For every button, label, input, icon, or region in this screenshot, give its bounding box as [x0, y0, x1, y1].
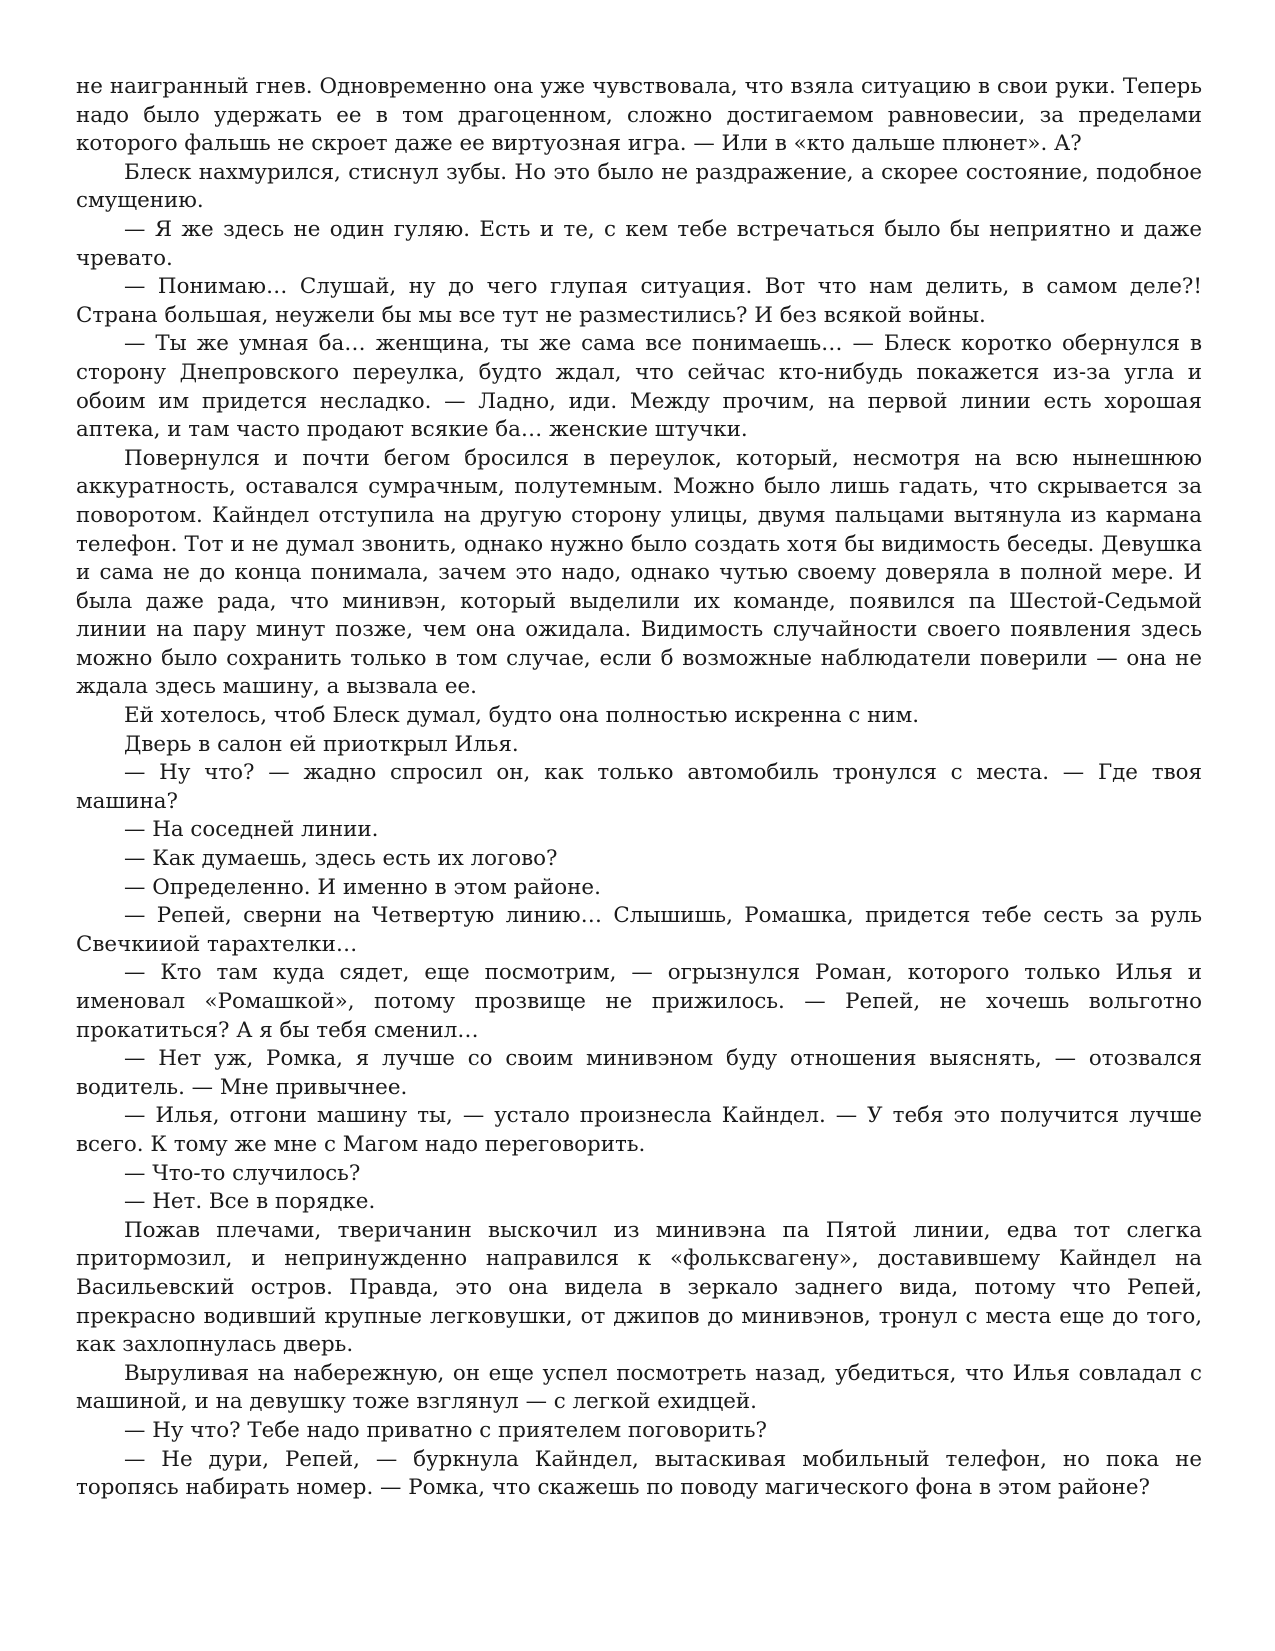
book-page: [76, 73, 1202, 1503]
paragraph-5: — Ты же умная ба… женщина, ты же сама все понимаешь… — Блеск коротко обернулся в сторону Днепровского переулка, будто ждал, что сейчас кто-нибудь покажется из-за угла и обоим им придется несладко. — Ладно, иди. Между прочим, на первой линии есть хорошая аптека, и там часто продают всякие ба… женские штучки.: [76, 331, 1202, 443]
paragraph-17: — Что-то случилось?: [124, 1160, 361, 1186]
paragraph-1: не наигранный гнев. Одновременно она уже чувствовала, что взяла ситуацию в свои руки. Теперь надо было удержать ее в том драгоценном, сложно достигаемом равновесии, за пределами которого фальшь не скроет даже ее виртуозная игра. — Или в «кто дальше плюнет». А?: [76, 74, 1202, 157]
paragraph-10: — На соседней линии.: [124, 817, 379, 843]
paragraph-20: Выруливая на набережную, он еще успел посмотреть назад, убедиться, что Илья совладал с машиной, и на девушку тоже взглянул — с легкой ехидцей.: [76, 1360, 1202, 1415]
paragraph-22: — Не дури, Репей, — буркнула Кайндел, вытаскивая мобильный телефон, но пока не торопясь набирать номер. — Ромка, что скажешь по поводу магического фона в этом районе?: [76, 1446, 1202, 1501]
paragraph-12: — Определенно. И именно в этом районе.: [124, 874, 601, 900]
paragraph-19: Пожав плечами, тверичанин выскочил из минивэна па Пятой линии, едва тот слегка притормозил, и непринужденно направился к «фольксвагену», доставившему Кайндел на Васильевский остров. Правда, это она видела в зеркало заднего вида, потому что Репей, прекрасно водивший крупные легковушки, от джипов до минивэнов, тронул с места еще до того, как захлопнулась дверь.: [76, 1217, 1202, 1358]
paragraph-21: — Ну что? Тебе надо приватно с приятелем поговорить?: [124, 1417, 767, 1443]
paragraph-9: — Ну что? — жадно спросил он, как только автомобиль тронулся с места. — Где твоя машина?: [76, 760, 1202, 814]
paragraph-13: — Репей, сверни на Четвертую линию… Слышишь, Ромашка, придется тебе сесть за руль Свечкииой тарахтелки…: [76, 903, 1202, 957]
paragraph-15: — Нет уж, Ромка, я лучше со своим минивэном буду отношения выяснять, — отозвался водитель. — Мне привычнее.: [76, 1046, 1202, 1100]
paragraph-11: — Как думаешь, здесь есть их логово?: [124, 846, 558, 872]
paragraph-16: — Илья, отгони машину ты, — устало произнесла Кайндел. — У тебя это получится лучше всего. К тому же мне с Магом надо переговорить.: [76, 1103, 1202, 1157]
paragraph-3: — Я же здесь не один гуляю. Есть и те, с кем тебе встречаться было бы неприятно и даже чревато.: [76, 216, 1202, 271]
paragraph-18: — Нет. Все в порядке.: [124, 1189, 376, 1215]
paragraph-14: — Кто там куда сядет, еще посмотрим, — огрызнулся Роман, которого только Илья и именовал «Ромашкой», потому прозвище не прижилось. — Репей, не хочешь вольготно прокатиться? А я бы тебя сменил…: [76, 960, 1202, 1043]
paragraph-7: Ей хотелось, чтоб Блеск думал, будто она полностью искренна с ним.: [124, 703, 920, 729]
paragraph-2: Блеск нахмурился, стиснул зубы. Но это было не раздражение, а скорее состояние, подобное смущению.: [76, 159, 1202, 214]
paragraph-4: — Понимаю… Слушай, ну до чего глупая ситуация. Вот что нам делить, в самом деле?! Страна большая, неужели бы мы все тут не разместились? И без всякой войны.: [76, 274, 1202, 328]
paragraph-6: Повернулся и почти бегом бросился в переулок, который, несмотря на всю нынешнюю аккуратность, оставался сумрачным, полутемным. Можно было лишь гадать, что скрывается за поворотом. Кайндел отступила на другую сторону улицы, двумя пальцами вытянула из кармана телефон. Тот и не думал звонить, однако нужно было создать хотя бы видимость беседы. Девушка и сама не до конца понимала, зачем это надо, однако чутью своему доверяла в полной мере. И была даже рада, что минивэн, который выделили их команде, появился па Шестой-Седьмой линии на пару минут позже, чем она ожидала. Видимость случайности своего появления здесь можно было сохранить только в том случае, если б возможные наблюдатели поверили — она не ждала здесь машину, а вызвала ее.: [76, 445, 1202, 700]
paragraph-8: Дверь в салон ей приоткрыл Илья.: [124, 731, 519, 757]
